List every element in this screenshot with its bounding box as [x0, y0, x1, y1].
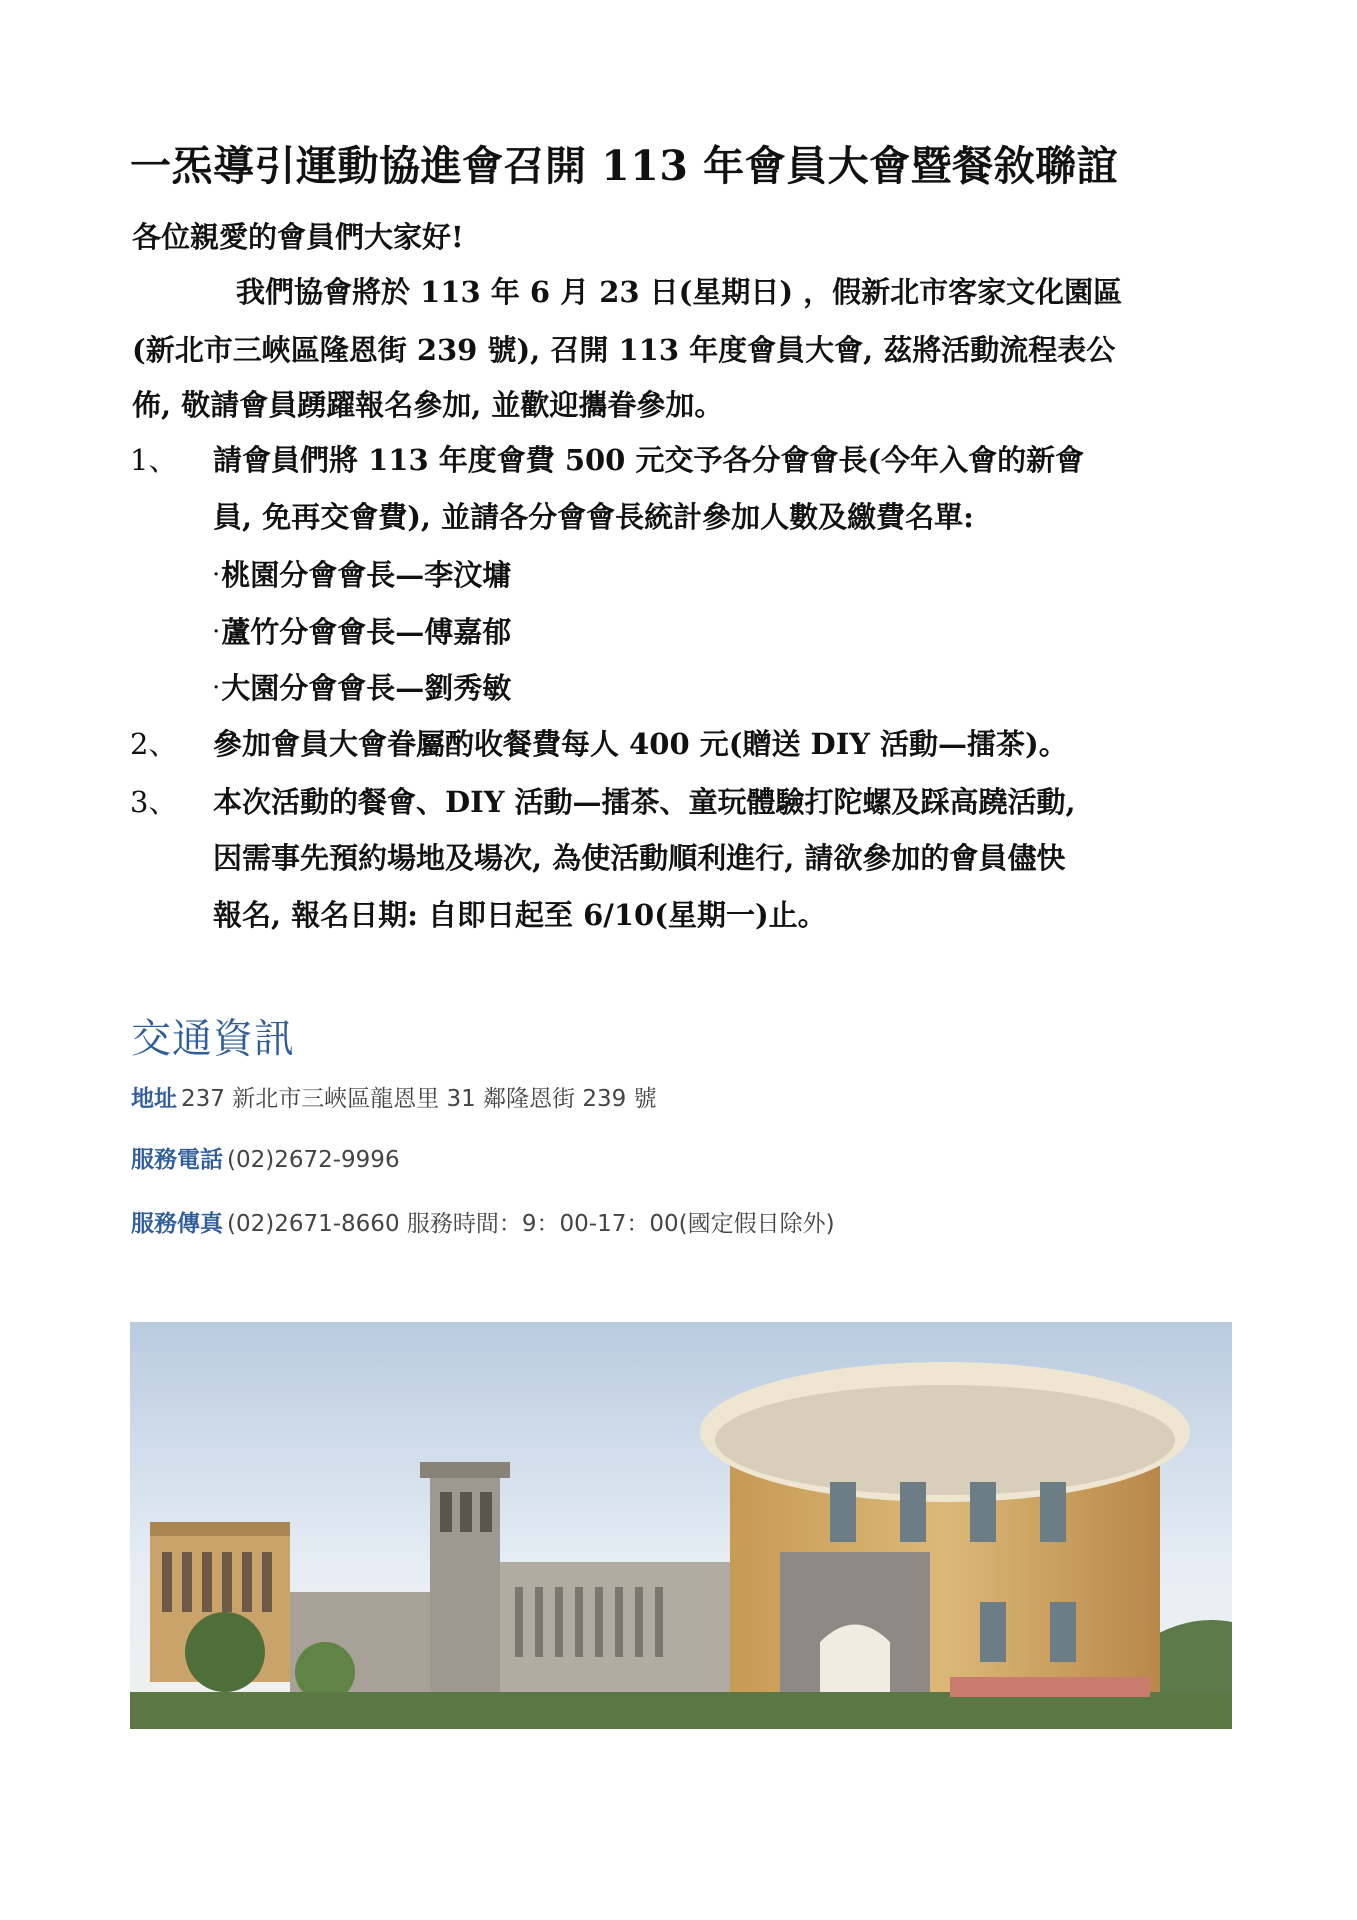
hakka-park-photo: [130, 1322, 1232, 1729]
hedge: [130, 1692, 1232, 1729]
address-row: [131, 1080, 657, 1113]
leader-item: [213, 668, 511, 708]
left-roofline: [150, 1522, 290, 1536]
intro-line-2: (新北市三峽區隆恩街 239 號), 召開 113 年度會員大會, 茲將活動流程表公: [132, 333, 1116, 367]
leader-text: 大園分會會長—劉秀敏: [221, 671, 512, 705]
phone-row: [131, 1141, 400, 1174]
address-value: 237 新北市三峽區龍恩里 31 鄰隆恩街 239 號: [181, 1086, 657, 1112]
intro-line-1: 我們協會將於 113 年 6 月 23 日(星期日) ，假新北市客家文化園區: [236, 275, 1123, 309]
leader-text: 桃園分會會長—李汶墉: [221, 558, 512, 592]
leader-item: [213, 612, 511, 652]
item-number-1: 1、: [130, 443, 178, 477]
flower-bed: [950, 1677, 1150, 1697]
rotunda-roof-shadow: [715, 1385, 1175, 1495]
tower-cap: [420, 1462, 510, 1478]
leader-item: [213, 555, 511, 595]
item-1-line-1: 請會員們將 113 年度會費 500 元交予各分會會長(今年入會的新會: [213, 443, 1085, 477]
intro-line-3: 佈, 敬請會員踴躍報名參加, 並歡迎攜眷參加。: [132, 388, 724, 422]
tree: [185, 1612, 265, 1692]
item-3-line-2: 因需事先預約場地及場次, 為使活動順利進行, 請欲參加的會員儘快: [213, 841, 1066, 875]
building-illustration: [130, 1322, 1232, 1729]
item-3-line-1: 本次活動的餐會、DIY 活動—擂茶、童玩體驗打陀螺及踩高蹺活動,: [213, 785, 1076, 819]
item-number-2: 2、: [130, 727, 178, 761]
page-title: 一炁導引運動協進會召開 113 年會員大會暨餐敘聯誼: [130, 142, 1119, 190]
item-1-line-2: 員, 免再交會費), 並請各分會會長統計參加人數及繳費名單:: [213, 500, 974, 534]
leader-text: 蘆竹分會會長—傅嘉郁: [221, 615, 512, 649]
greeting: 各位親愛的會員們大家好!: [132, 220, 464, 254]
traffic-heading: 交通資訊: [131, 1016, 295, 1062]
tower-openings: [440, 1492, 492, 1532]
entrance-arch: [820, 1625, 890, 1703]
address-label: 地址: [131, 1086, 177, 1112]
item-2-line-1: 參加會員大會眷屬酌收餐費每人 400 元(贈送 DIY 活動—擂茶)。: [213, 727, 1068, 761]
fax-value: (02)2671-8660 服務時間：9：00-17：00(國定假日除外): [227, 1211, 835, 1237]
phone-value: (02)2672-9996: [227, 1147, 400, 1173]
item-number-3: 3、: [130, 785, 178, 819]
fax-row: [131, 1205, 835, 1238]
bullet: ·: [213, 564, 220, 585]
bullet: ·: [213, 621, 220, 642]
fax-label: 服務傳真: [131, 1211, 223, 1237]
item-3-line-3: 報名, 報名日期: 自即日起至 6/10(星期一)止。: [213, 898, 827, 932]
bullet: ·: [213, 677, 220, 698]
phone-label: 服務電話: [131, 1147, 223, 1173]
